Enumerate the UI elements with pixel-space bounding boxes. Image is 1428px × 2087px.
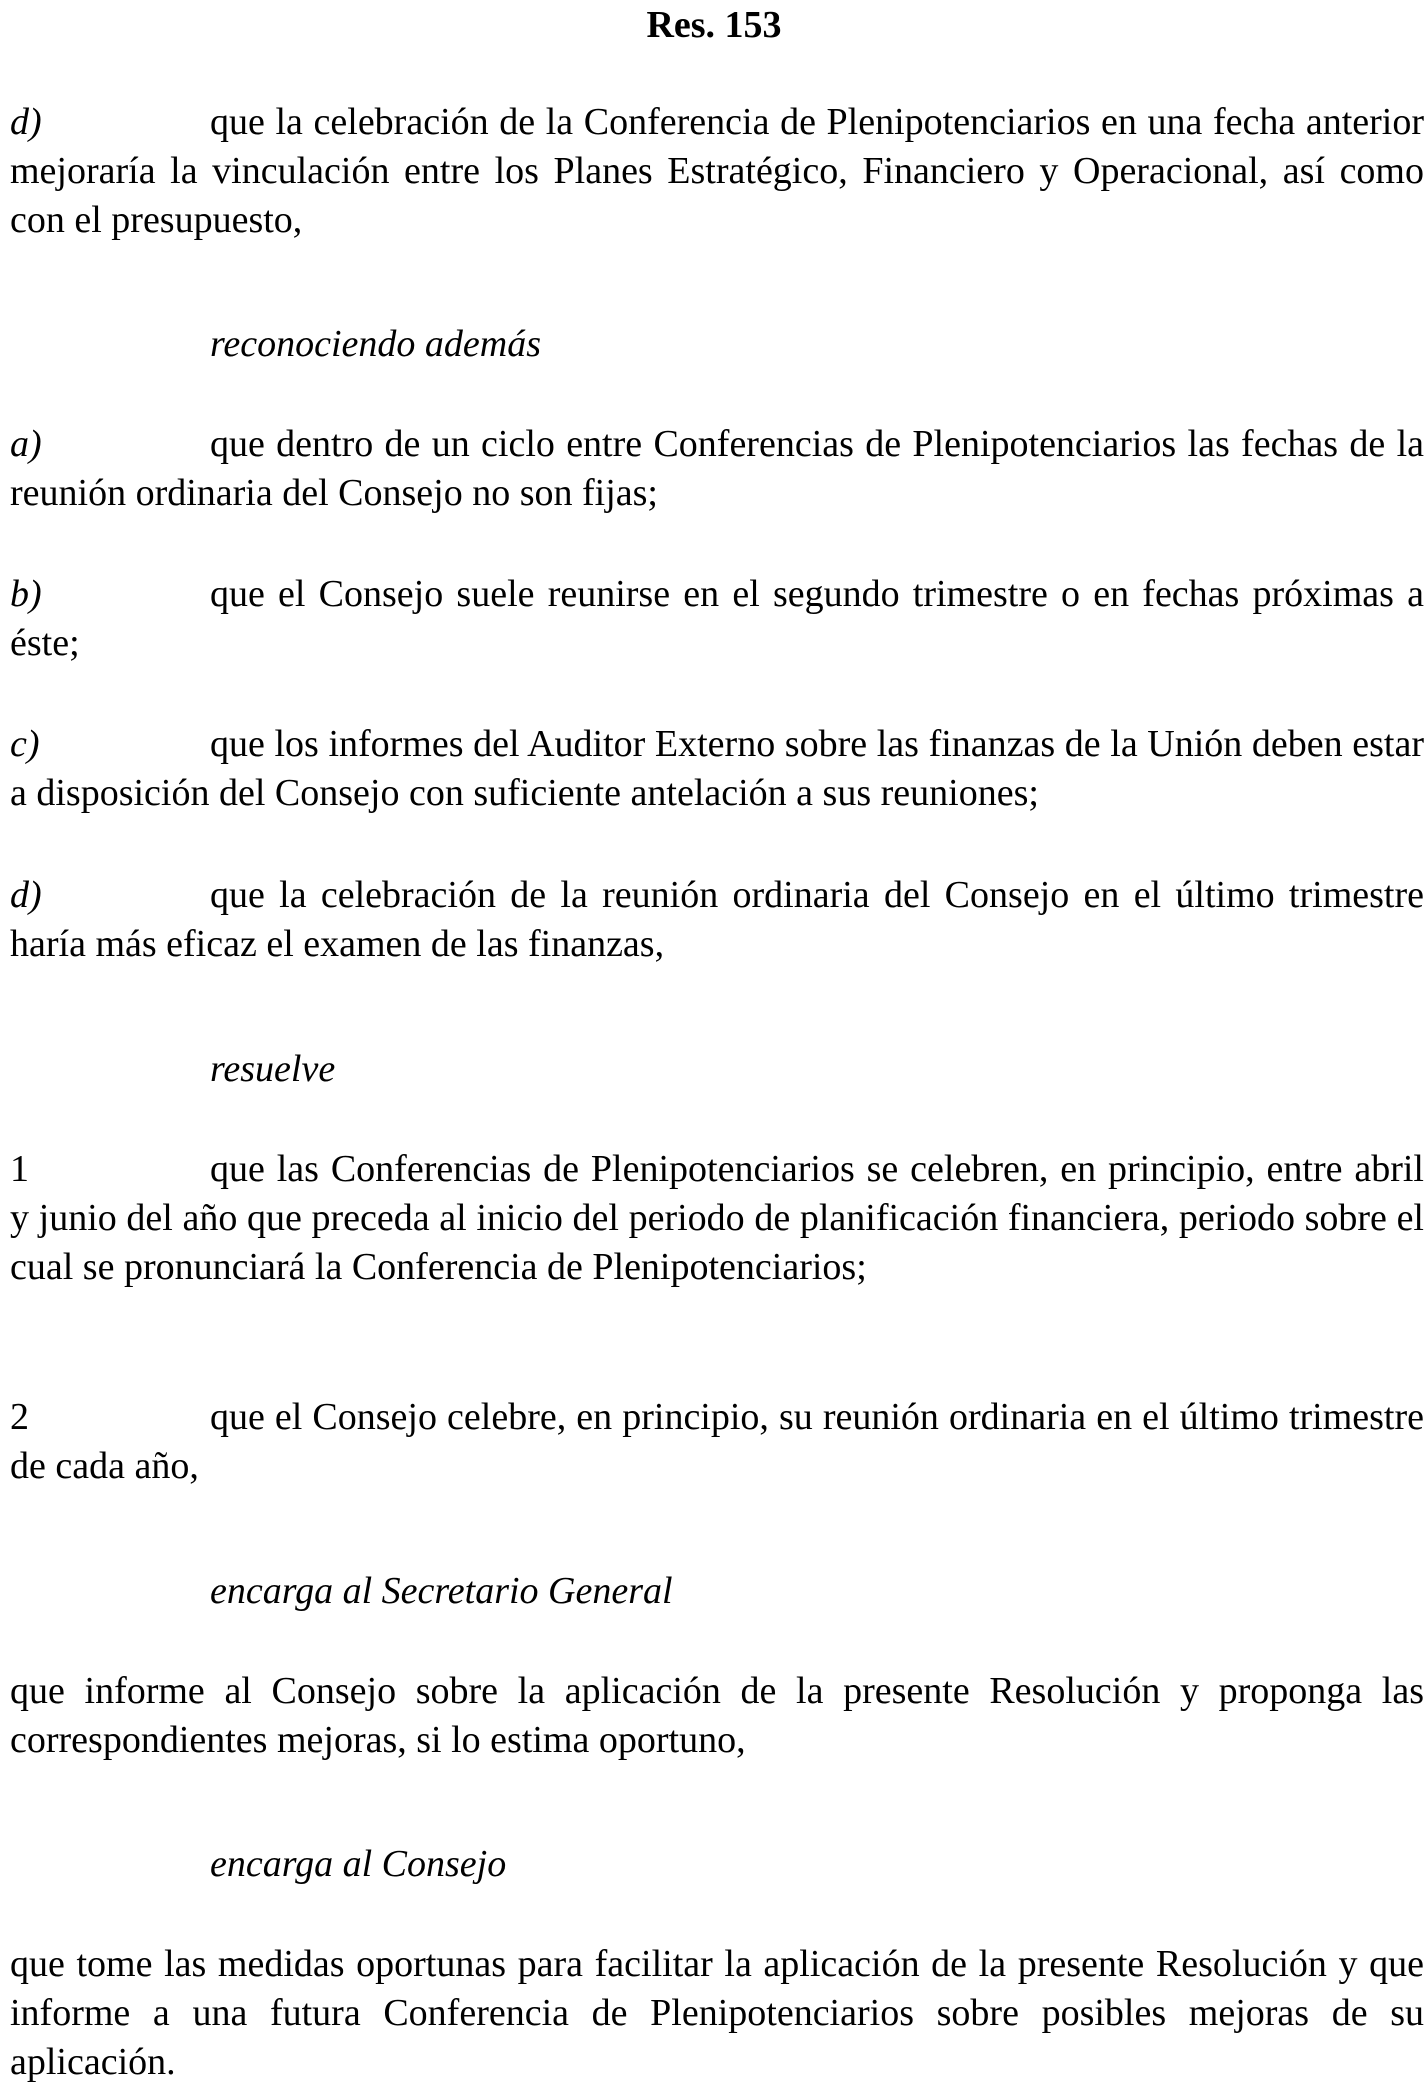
paragraph-text: que tome las medidas oportunas para facilitar la aplicación de la presente Resolución y que informe a una futura Conferencia de Plenipotenciarios sobre posibles mejoras de su aplicación. — [10, 1943, 1424, 2083]
paragraph-text: que los informes del Auditor Externo sobre las finanzas de la Unión deben estar a disposición del Consejo con suficiente antelación a sus reuniones; — [10, 723, 1424, 814]
paragraph-text: que dentro de un ciclo entre Conferencias de Plenipotenciarios las fechas de la reunión ordinaria del Consejo no son fijas; — [10, 423, 1424, 514]
paragraph-resolves-1 — [10, 1145, 1424, 1292]
paragraph-marker: d) — [10, 101, 42, 143]
paragraph-text: que la celebración de la Conferencia de Plenipotenciarios en una fecha anterior mejoraría la vinculación entre los Planes Estratégico, Financiero y Operacional, así como con el presupuesto, — [10, 101, 1424, 241]
paragraph-marker: b) — [10, 573, 42, 615]
paragraph-recognizing-a — [10, 420, 1424, 518]
paragraph-text: que el Consejo celebre, en principio, su reunión ordinaria en el último trimestre de cada año, — [10, 1396, 1424, 1487]
heading-encarga-consejo: encarga al Consejo — [210, 1843, 507, 1885]
heading-reconociendo-ademas: reconociendo además — [210, 323, 541, 365]
paragraph-resolves-2 — [10, 1393, 1424, 1491]
resolution-number: Res. 153 — [646, 4, 782, 46]
paragraph-text: que las Conferencias de Plenipotenciarios se celebren, en principio, entre abril y junio del año que preceda al inicio del periodo de planificación financiera, periodo sobre el cual se pronunciará la Conferencia de Plenipotenciarios; — [10, 1148, 1424, 1288]
paragraph-instructs-council — [10, 1940, 1424, 2087]
paragraph-recognizing-b — [10, 570, 1424, 668]
paragraph-recognizing-d — [10, 871, 1424, 969]
paragraph-marker: c) — [10, 723, 40, 765]
paragraph-marker: d) — [10, 874, 42, 916]
paragraph-instructs-secretary-general — [10, 1667, 1424, 1765]
paragraph-text: que informe al Consejo sobre la aplicación de la presente Resolución y proponga las correspondientes mejoras, si lo estima oportuno, — [10, 1670, 1424, 1761]
paragraph-recognizing-c — [10, 720, 1424, 818]
paragraph-text: que la celebración de la reunión ordinaria del Consejo en el último trimestre haría más eficaz el examen de las finanzas, — [10, 874, 1424, 965]
paragraph-marker: 2 — [10, 1396, 29, 1438]
paragraph-considering-d — [10, 98, 1424, 245]
heading-encarga-secretario-general: encarga al Secretario General — [210, 1570, 673, 1612]
paragraph-text: que el Consejo suele reunirse en el segundo trimestre o en fechas próximas a éste; — [10, 573, 1424, 664]
heading-resuelve: resuelve — [210, 1048, 336, 1090]
paragraph-marker: 1 — [10, 1148, 29, 1190]
paragraph-marker: a) — [10, 423, 42, 465]
